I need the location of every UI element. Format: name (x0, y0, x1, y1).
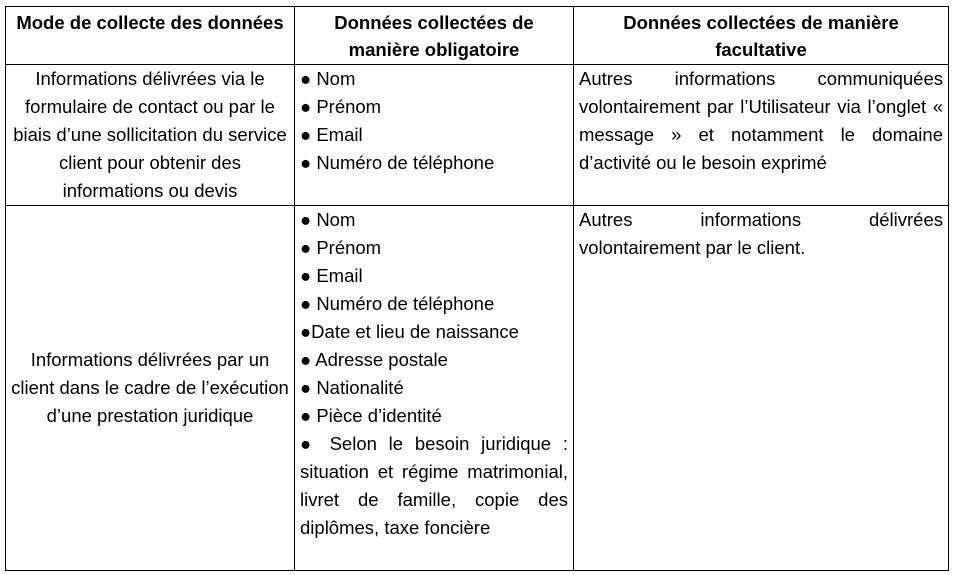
list-item: ● Selon le besoin juridique : situation et régime matrimonial, livret de famille, copie des diplômes, taxe foncière (300, 433, 568, 538)
mandatory-data-cell (295, 206, 574, 571)
list-item: ● Numéro de téléphone (300, 293, 495, 314)
list-item: ● Nom (300, 209, 356, 230)
list-item: ● Nom (300, 68, 356, 89)
optional-data-cell: Autres informations délivrées volontairement par le client. (574, 206, 949, 571)
list-item: ● Numéro de téléphone (300, 152, 495, 173)
header-optional-data: Données collectées de manière facultative (574, 7, 949, 65)
collection-mode-cell: Informations délivrées via le formulaire de contact ou par le biais d’une sollicitation du service client pour obtenir des informations ou devis (6, 65, 295, 206)
table-header-row (6, 7, 949, 65)
header-collection-mode: Mode de collecte des données (6, 7, 295, 65)
header-mandatory-data: Données collectées de manière obligatoire (295, 7, 574, 65)
data-collection-table (5, 6, 949, 571)
list-item: ● Prénom (300, 237, 382, 258)
list-item: ● Prénom (300, 96, 382, 117)
collection-mode-cell: Informations délivrées par un client dans le cadre de l’exécution d’une prestation juridique (6, 206, 295, 571)
table-row (6, 65, 949, 206)
list-item: ● Email (300, 265, 363, 286)
list-item: ●Date et lieu de naissance (300, 321, 519, 342)
list-item: ● Nationalité (300, 377, 404, 398)
table-row (6, 206, 949, 571)
list-item: ● Pièce d’identité (300, 405, 442, 426)
optional-data-cell: Autres informations communiquées volontairement par l’Utilisateur via l’onglet « message » et notamment le domaine d’activité ou le besoin exprimé (574, 65, 949, 206)
list-item: ● Adresse postale (300, 349, 448, 370)
mandatory-data-cell (295, 65, 574, 206)
list-item: ● Email (300, 124, 363, 145)
